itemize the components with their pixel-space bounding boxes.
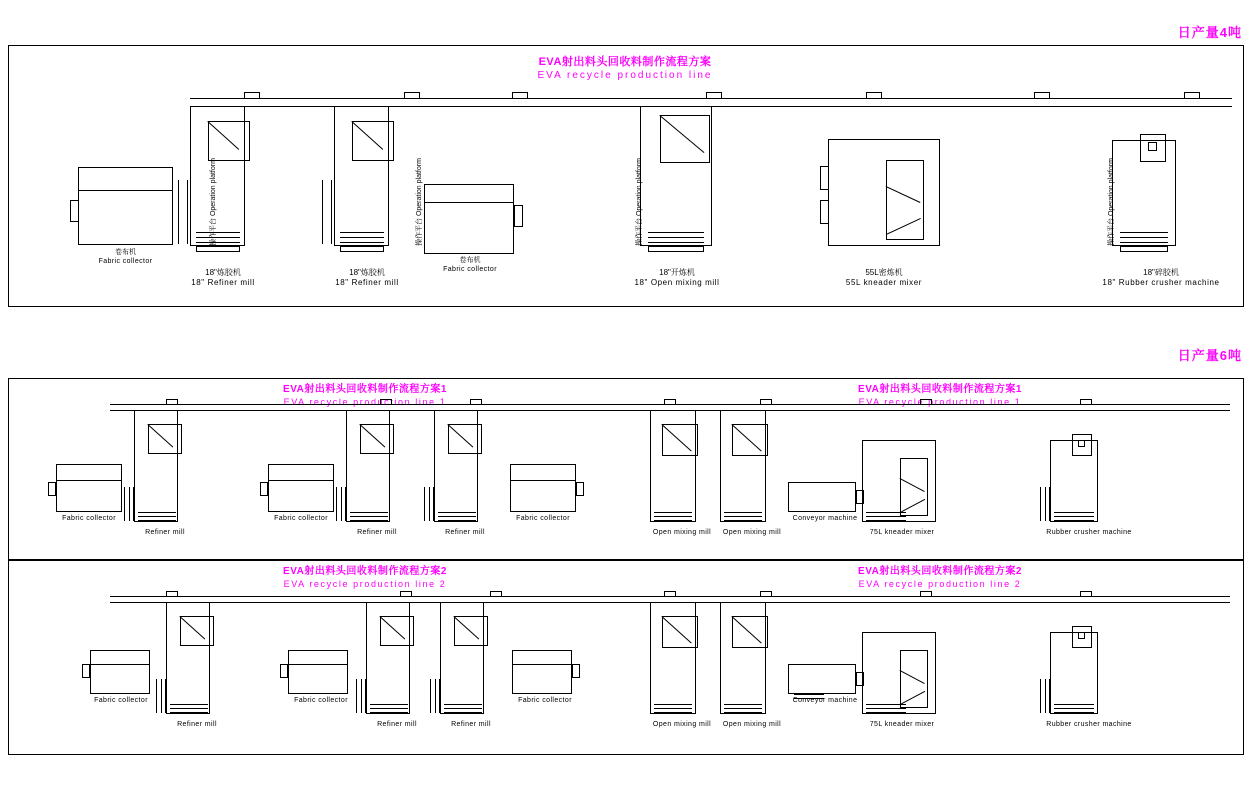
rail-hanger: [512, 92, 528, 99]
machine-rungs: [1054, 512, 1094, 524]
title-cn: EVA射出料头回收料制作流程方案2: [283, 566, 447, 577]
machine-kneader-port: [820, 200, 829, 224]
caption-refiner-mill: Refiner mill: [177, 721, 217, 728]
caption-refiner-mill: Refiner mill: [145, 529, 185, 536]
machine-fabric-collector-roller: [572, 664, 580, 678]
machine-fabric-collector-body: [78, 167, 173, 245]
rail-hanger: [470, 399, 482, 405]
operation-platform-ladder: [1040, 679, 1050, 713]
caption-refiner-mill: Refiner mill: [377, 721, 417, 728]
caption-kneader-mixer: 75L kneader mixer: [869, 529, 935, 536]
machine-fabric-collector-roller: [280, 664, 288, 678]
machine-kneader-port: [820, 166, 829, 190]
machine-fabric-collector-body: [56, 464, 122, 512]
machine-rungs: [866, 704, 906, 716]
title-line-6t-2-right: [790, 566, 1090, 590]
rail-hanger: [920, 591, 932, 597]
machine-detail-line: [56, 480, 122, 481]
caption-refiner-mill-2: 18"炼胶机 18" Refiner mill: [335, 268, 399, 288]
title-cn: EVA射出料头回收料制作流程方案1: [283, 384, 447, 395]
caption-refiner-mill: Refiner mill: [357, 529, 397, 536]
caption-rubber-crusher: Rubber crusher machine: [1046, 721, 1132, 728]
rail-hanger: [760, 591, 772, 597]
machine-fabric-collector-body: [90, 650, 150, 694]
machine-detail-line: [268, 480, 334, 481]
machine-fabric-collector-body: [512, 650, 572, 694]
title-cn: EVA射出料头回收料制作流程方案2: [858, 566, 1022, 577]
rail-hanger: [244, 92, 260, 99]
rail-hanger: [380, 399, 392, 405]
operation-platform-ladder: [356, 679, 366, 713]
rail-hanger: [1034, 92, 1050, 99]
rail-hanger: [400, 591, 412, 597]
caption-fabric-collector: Fabric collector: [62, 515, 116, 522]
rail-hanger: [490, 591, 502, 597]
machine-rungs: [724, 704, 762, 716]
rail-hanger: [166, 591, 178, 597]
caption-kneader-mixer: 75L kneader mixer: [869, 721, 935, 728]
caption-fabric-collector: Fabric collector: [94, 697, 148, 704]
label-operation-platform-3: 操作平台 Operation platform: [636, 158, 643, 246]
machine-detail-line: [510, 480, 576, 481]
operation-platform-ladder: [124, 487, 134, 521]
operation-platform-ladder-2: [322, 180, 332, 244]
caption-fabric-collector: Fabric collector: [518, 697, 572, 704]
rail-hanger: [706, 92, 722, 99]
caption-rubber-crusher: Rubber crusher machine: [1046, 529, 1132, 536]
caption-open-mixing-mill: Open mixing mill: [722, 721, 782, 728]
machine-rungs: [340, 232, 384, 246]
title-line-4t: [500, 56, 750, 82]
machine-fabric-collector-roller: [576, 482, 584, 496]
caption-rubber-crusher: 18"碎胶机 18" Rubber crusher machine: [1102, 268, 1220, 288]
caption-fabric-collector-1: 卷布机 Fabric collector: [98, 249, 153, 266]
machine-rungs: [170, 704, 208, 716]
machine-fabric-collector-2-body: [424, 184, 514, 254]
title-cn: EVA射出料头回收料制作流程方案1: [858, 384, 1022, 395]
rail-hanger: [166, 399, 178, 405]
caption-fabric-collector: Fabric collector: [274, 515, 328, 522]
machine-kneader-mixer-chamber: [886, 160, 924, 240]
machine-detail-line: [90, 664, 150, 665]
machine-rungs: [654, 512, 692, 524]
caption-conveyor: Conveyor machine: [792, 515, 858, 522]
rail-hanger: [1080, 399, 1092, 405]
operation-platform-ladder-1: [178, 180, 188, 244]
rail-hanger: [760, 399, 772, 405]
operation-platform-ladder: [336, 487, 346, 521]
machine-fabric-collector-roller: [260, 482, 268, 496]
machine-rungs: [654, 704, 692, 716]
machine-base: [340, 246, 384, 252]
machine-base: [196, 246, 240, 252]
caption-kneader-mixer: 55L密炼机 55L kneader mixer: [845, 268, 923, 288]
machine-rubber-crusher-detail: [1078, 440, 1085, 447]
machine-rungs: [724, 512, 762, 524]
machine-base: [1120, 246, 1168, 252]
machine-detail-line: [512, 664, 572, 665]
caption-open-mixing-mill: Open mixing mill: [652, 529, 712, 536]
machine-detail-line: [424, 202, 514, 203]
label-operation-platform-1: 操作平台 Operation platform: [210, 158, 217, 246]
caption-refiner-mill: Refiner mill: [451, 721, 491, 728]
caption-open-mixing-mill: 18"开炼机 18" Open mixing mill: [634, 268, 720, 288]
machine-fabric-collector-body: [288, 650, 348, 694]
rail-hanger: [664, 399, 676, 405]
machine-rungs: [138, 512, 176, 524]
operation-platform-ladder: [1040, 487, 1050, 521]
title-en: EVA recycle production line 2: [283, 578, 447, 589]
machine-rungs: [1054, 704, 1094, 716]
caption-open-mixing-mill: Open mixing mill: [722, 529, 782, 536]
machine-detail-line: [78, 190, 173, 191]
heading-daily-output-4t: 日产量4吨: [1177, 25, 1242, 40]
caption-refiner-mill-1: 18"炼胶机 18" Refiner mill: [191, 268, 255, 288]
machine-fabric-collector-roller: [82, 664, 90, 678]
caption-conveyor: Conveyor machine: [792, 697, 858, 704]
rail-hanger: [664, 591, 676, 597]
rail-hanger: [1080, 591, 1092, 597]
caption-refiner-mill: Refiner mill: [445, 529, 485, 536]
label-operation-platform-4: 操作平台 Operation platform: [1108, 158, 1115, 246]
rail-hanger: [920, 399, 932, 405]
machine-fabric-collector-2-roller: [514, 205, 523, 227]
title-cn: EVA射出料头回收料制作流程方案: [538, 56, 712, 68]
rail-hanger: [866, 92, 882, 99]
caption-fabric-collector-2: 卷布机 Fabric collector: [443, 257, 497, 274]
machine-rungs: [196, 232, 240, 246]
machine-rungs: [444, 704, 482, 716]
machine-rungs: [370, 704, 408, 716]
label-operation-platform-2: 操作平台 Operation platform: [416, 158, 423, 246]
machine-rubber-crusher-detail: [1078, 632, 1085, 639]
machine-rungs: [1120, 232, 1168, 246]
machine-rubber-crusher-detail: [1148, 142, 1157, 151]
caption-open-mixing-mill: Open mixing mill: [652, 721, 712, 728]
machine-fabric-collector-body: [510, 464, 576, 512]
operation-platform-ladder: [156, 679, 166, 713]
title-en: EVA recycle production line 1: [858, 396, 1022, 407]
machine-fabric-collector-roller: [70, 200, 79, 222]
caption-fabric-collector: Fabric collector: [294, 697, 348, 704]
machine-fabric-collector-roller: [48, 482, 56, 496]
machine-fabric-collector-body: [268, 464, 334, 512]
operation-platform-ladder: [424, 487, 434, 521]
rail-hanger: [404, 92, 420, 99]
machine-conveyor-body: [788, 482, 856, 512]
caption-fabric-collector: Fabric collector: [516, 515, 570, 522]
machine-rungs: [438, 512, 476, 524]
machine-rungs: [648, 232, 704, 246]
title-en: EVA recycle production line 1: [283, 396, 447, 407]
machine-detail-line: [288, 664, 348, 665]
machine-rungs: [866, 512, 906, 524]
machine-rungs: [350, 512, 388, 524]
heading-daily-output-6t: 日产量6吨: [1177, 348, 1242, 363]
operation-platform-ladder: [430, 679, 440, 713]
title-en: EVA recycle production line: [537, 69, 713, 81]
rail-hanger: [1184, 92, 1200, 99]
machine-conveyor-body: [788, 664, 856, 694]
machine-base: [648, 246, 704, 252]
title-line-6t-2-left: [215, 566, 515, 590]
title-en: EVA recycle production line 2: [858, 578, 1022, 589]
